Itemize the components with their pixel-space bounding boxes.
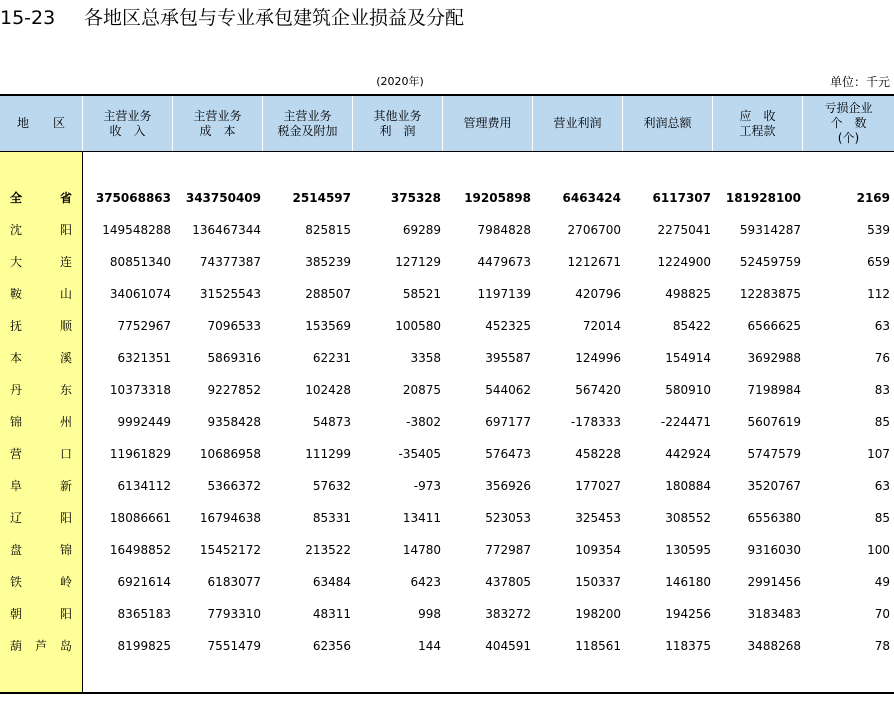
table-cell: 198200 — [575, 607, 621, 621]
table-cell: -224471 — [660, 415, 711, 429]
table-cell: -3802 — [406, 415, 441, 429]
table-cell: 7793310 — [207, 607, 261, 621]
table-cell: 1224900 — [657, 255, 711, 269]
table-title: 各地区总承包与专业承包建筑企业损益及分配 — [84, 7, 465, 29]
table-cell: 194256 — [665, 607, 711, 621]
table-cell: 288507 — [305, 287, 351, 301]
table-cell: 6321351 — [117, 351, 171, 365]
region-name: 本溪 — [10, 351, 72, 365]
table-cell: 5747579 — [747, 447, 801, 461]
table-cell: 80851340 — [109, 255, 171, 269]
table-cell: 442924 — [665, 447, 711, 461]
region-name: 朝阳 — [10, 607, 72, 621]
table-cell: 150337 — [575, 575, 621, 589]
table-cell: 9316030 — [747, 543, 801, 557]
table-cell: 825815 — [305, 223, 351, 237]
table-row — [0, 380, 894, 400]
table-cell: 580910 — [665, 383, 711, 397]
table-cell: 437805 — [485, 575, 531, 589]
table-cell: 3358 — [410, 351, 441, 365]
table-cell: 7198984 — [747, 383, 801, 397]
table-cell: 452325 — [485, 319, 531, 333]
region-name: 盘锦 — [10, 543, 72, 557]
table-cell: 102428 — [305, 383, 351, 397]
table-cell: 130595 — [665, 543, 711, 557]
region-name: 铁岭 — [10, 575, 72, 589]
table-cell: 2706700 — [567, 223, 621, 237]
table-cell: 63 — [874, 319, 890, 333]
table-cell: 2169 — [856, 191, 890, 205]
table-cell: 118561 — [575, 639, 621, 653]
column-header: 营业利润 — [533, 96, 623, 151]
table-cell: 62231 — [312, 351, 351, 365]
table-cell: 343750409 — [185, 191, 261, 205]
table-cell: 16794638 — [199, 511, 261, 525]
column-header: 主营业务 成 本 — [173, 96, 263, 151]
table-cell: 6566625 — [747, 319, 801, 333]
table-cell: 78 — [874, 639, 890, 653]
region-name: 大连 — [10, 255, 72, 269]
table-cell: 10686958 — [199, 447, 261, 461]
table-cell: 9992449 — [117, 415, 171, 429]
table-cell: 74377387 — [199, 255, 261, 269]
table-row — [0, 508, 894, 528]
table-cell: 3692988 — [747, 351, 801, 365]
table-cell: 3488268 — [747, 639, 801, 653]
table-cell: 12283875 — [739, 287, 801, 301]
table-cell: 15452172 — [199, 543, 261, 557]
table-row — [0, 476, 894, 496]
table-row — [0, 540, 894, 560]
table-bottom-rule — [0, 692, 894, 694]
table-cell: 34061074 — [109, 287, 171, 301]
table-cell: 85 — [874, 415, 890, 429]
table-cell: 498825 — [665, 287, 711, 301]
table-cell: 458228 — [575, 447, 621, 461]
table-cell: 57632 — [312, 479, 351, 493]
table-cell: 58521 — [402, 287, 441, 301]
table-cell: 2514597 — [292, 191, 351, 205]
table-cell: 136467344 — [192, 223, 261, 237]
table-cell: 48311 — [312, 607, 351, 621]
table-cell: 6921614 — [117, 575, 171, 589]
table-cell: 62356 — [312, 639, 351, 653]
table-cell: 49 — [874, 575, 890, 589]
table-cell: 154914 — [665, 351, 711, 365]
table-cell: 523053 — [485, 511, 531, 525]
table-cell: 85 — [874, 511, 890, 525]
table-cell: 18086661 — [109, 511, 171, 525]
table-cell: 3183483 — [747, 607, 801, 621]
region-name: 丹东 — [10, 383, 72, 397]
table-cell: 659 — [867, 255, 890, 269]
table-cell: 153569 — [305, 319, 351, 333]
table-number: 15-23 — [0, 7, 56, 29]
table-cell: 4479673 — [477, 255, 531, 269]
column-header: 管理费用 — [443, 96, 533, 151]
table-cell: 181928100 — [725, 191, 801, 205]
table-cell: 5869316 — [207, 351, 261, 365]
table-cell: 6423 — [410, 575, 441, 589]
table-cell: 7096533 — [207, 319, 261, 333]
table-cell: 14780 — [402, 543, 441, 557]
table-cell: 308552 — [665, 511, 711, 525]
table-cell: -973 — [413, 479, 441, 493]
table-cell: -178333 — [570, 415, 621, 429]
table-cell: 85331 — [312, 511, 351, 525]
table-cell: 7752967 — [117, 319, 171, 333]
table-cell: 772987 — [485, 543, 531, 557]
table-cell: 404591 — [485, 639, 531, 653]
table-cell: 395587 — [485, 351, 531, 365]
table-cell: 539 — [867, 223, 890, 237]
column-header: 主营业务 税金及附加 — [263, 96, 353, 151]
table-cell: 998 — [418, 607, 441, 621]
total-row — [0, 188, 894, 208]
table-cell: 6556380 — [747, 511, 801, 525]
region-name: 营口 — [10, 447, 72, 461]
column-header: 应 收 工程款 — [713, 96, 803, 151]
unit-label: 单位：千元 — [829, 75, 890, 89]
table-cell: 9227852 — [207, 383, 261, 397]
region-name: 全省 — [10, 191, 72, 205]
table-cell: 11961829 — [109, 447, 171, 461]
region-name: 沈阳 — [10, 223, 72, 237]
table-cell: 100 — [867, 543, 890, 557]
table-cell: 6134112 — [117, 479, 171, 493]
table-cell: 59314287 — [739, 223, 801, 237]
column-header: 亏损企业 个 数 (个) — [824, 101, 873, 145]
table-cell: 16498852 — [109, 543, 171, 557]
table-row — [0, 604, 894, 624]
table-cell: 109354 — [575, 543, 621, 557]
table-cell: 6463424 — [562, 191, 621, 205]
table-cell: 69289 — [402, 223, 441, 237]
table-cell: 63484 — [312, 575, 351, 589]
column-header: 主营业务 收 入 — [83, 96, 173, 151]
table-cell: 76 — [874, 351, 890, 365]
table-cell: 180884 — [665, 479, 711, 493]
table-cell: 107 — [867, 447, 890, 461]
table-cell: 177027 — [575, 479, 621, 493]
table-row — [0, 316, 894, 336]
table-cell: 356926 — [485, 479, 531, 493]
page-title — [0, 4, 464, 32]
table-cell: 118375 — [665, 639, 711, 653]
table-cell: 6117307 — [652, 191, 711, 205]
table-cell: 2991456 — [747, 575, 801, 589]
table-cell: 54873 — [312, 415, 351, 429]
region-name: 锦州 — [10, 415, 72, 429]
table-cell: 63 — [874, 479, 890, 493]
table-cell: 146180 — [665, 575, 711, 589]
table-cell: 100580 — [395, 319, 441, 333]
table-cell: 1212671 — [567, 255, 621, 269]
table-cell: 7551479 — [207, 639, 261, 653]
table-cell: 20875 — [402, 383, 441, 397]
year-label: (2020年) — [376, 75, 424, 88]
region-name: 鞍山 — [10, 287, 72, 301]
table-cell: 325453 — [575, 511, 621, 525]
table-cell: 2275041 — [657, 223, 711, 237]
table-cell: 5607619 — [747, 415, 801, 429]
table-row — [0, 412, 894, 432]
column-header: 利润总额 — [623, 96, 713, 151]
table-cell: 383272 — [485, 607, 531, 621]
table-cell: 213522 — [305, 543, 351, 557]
table-cell: 72014 — [582, 319, 621, 333]
column-header: 其他业务 利 润 — [353, 96, 443, 151]
table-cell: 576473 — [485, 447, 531, 461]
table-row — [0, 572, 894, 592]
table-header — [0, 94, 894, 152]
table-cell: 385239 — [305, 255, 351, 269]
table-cell: 697177 — [485, 415, 531, 429]
table-cell: 52459759 — [739, 255, 801, 269]
table-cell: 9358428 — [207, 415, 261, 429]
table-cell: 6183077 — [207, 575, 261, 589]
table-row — [0, 284, 894, 304]
table-cell: 13411 — [402, 511, 441, 525]
table-cell: 375328 — [390, 191, 441, 205]
table-row — [0, 444, 894, 464]
region-name: 阜新 — [10, 479, 72, 493]
table-cell: 19205898 — [464, 191, 531, 205]
table-cell: 8199825 — [117, 639, 171, 653]
region-name: 抚顺 — [10, 319, 72, 333]
table-cell: 7984828 — [477, 223, 531, 237]
table-row — [0, 220, 894, 240]
table-cell: 420796 — [575, 287, 621, 301]
table-cell: 3520767 — [747, 479, 801, 493]
table-cell: 149548288 — [102, 223, 171, 237]
table-cell: 375068863 — [95, 191, 171, 205]
table-cell: 83 — [874, 383, 890, 397]
table-cell: 1197139 — [477, 287, 531, 301]
table-cell: 567420 — [575, 383, 621, 397]
table-cell: 544062 — [485, 383, 531, 397]
table-cell: 124996 — [575, 351, 621, 365]
table-cell: 5366372 — [207, 479, 261, 493]
table-cell: 70 — [874, 607, 890, 621]
table-cell: 8365183 — [117, 607, 171, 621]
region-name: 葫芦岛 — [10, 639, 72, 653]
table-row — [0, 636, 894, 656]
table-cell: -35405 — [398, 447, 441, 461]
region-name: 辽阳 — [10, 511, 72, 525]
table-row — [0, 252, 894, 272]
table-cell: 112 — [867, 287, 890, 301]
table-row — [0, 348, 894, 368]
table-cell: 31525543 — [199, 287, 261, 301]
table-cell: 111299 — [305, 447, 351, 461]
table-cell: 127129 — [395, 255, 441, 269]
column-header: 地 区 — [0, 96, 83, 151]
table-cell: 85422 — [672, 319, 711, 333]
table-cell: 10373318 — [109, 383, 171, 397]
table-cell: 144 — [418, 639, 441, 653]
